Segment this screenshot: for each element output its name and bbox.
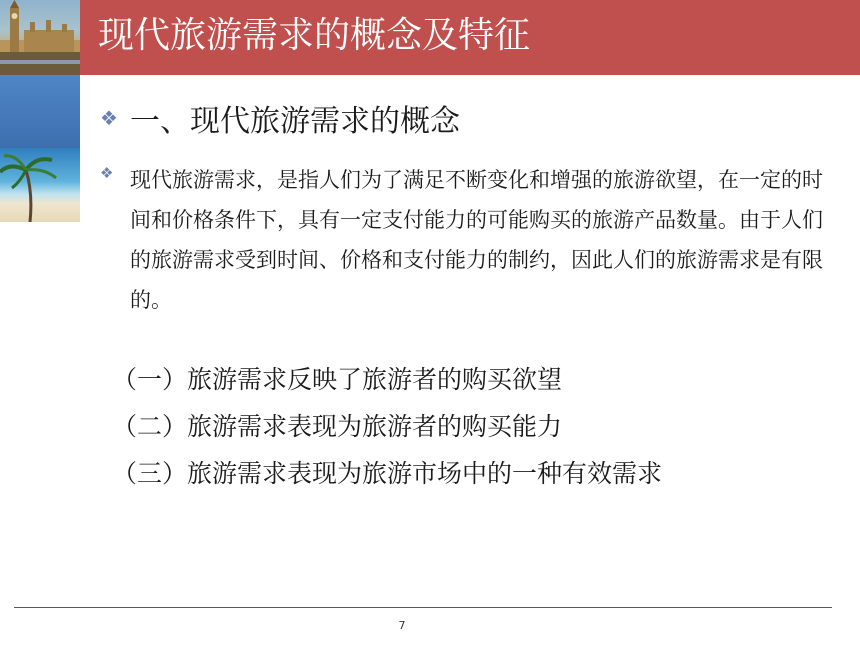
feature-item-2: （二）旅游需求表现为旅游者的购买能力 — [112, 412, 563, 441]
section-heading-row — [100, 96, 460, 140]
city-skyline-graphic — [0, 0, 80, 75]
feature-list — [112, 356, 662, 497]
city-landmark-image — [0, 0, 80, 75]
definition-paragraph-row — [100, 160, 830, 320]
beach-palm-image — [0, 148, 80, 222]
slide-title: 现代旅游需求的概念及特征 — [98, 15, 531, 56]
blue-side-panel — [0, 75, 80, 148]
definition-paragraph: 现代旅游需求，是指人们为了满足不断变化和增强的旅游欲望，在一定的时间和价格条件下，具有一定支付能力的可能购买的旅游产品数量。由于人们的旅游需求受到时间、价格和支付能力的制约，因此人们的旅游需求是有限的。 — [130, 168, 823, 312]
title-bar — [80, 0, 860, 75]
footer-divider — [14, 607, 832, 608]
palm-tree-graphic — [0, 148, 80, 222]
four-diamond-bullet-icon: ❖ — [100, 164, 114, 182]
feature-item-1: （一）旅游需求反映了旅游者的购买欲望 — [112, 365, 563, 394]
four-diamond-bullet-icon: ❖ — [100, 106, 118, 130]
feature-item-3: （三）旅游需求表现为旅游市场中的一种有效需求 — [112, 459, 663, 488]
page-number: 7 — [398, 619, 406, 632]
section-heading: 一、现代旅游需求的概念 — [130, 104, 460, 139]
